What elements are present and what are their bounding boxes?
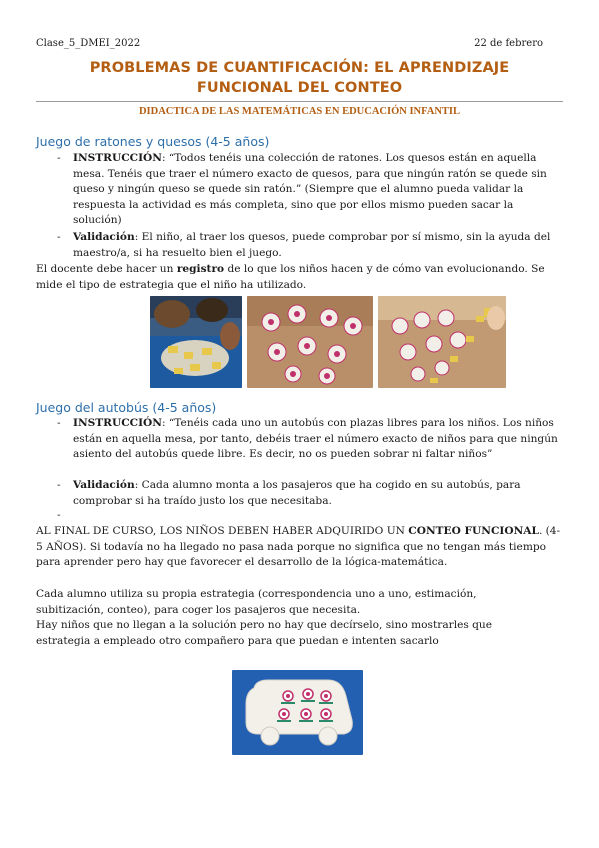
header-course-code: Clase_5_DMEI_2022 bbox=[36, 38, 141, 49]
instruction-autobus bbox=[73, 416, 558, 463]
page-title bbox=[36, 58, 563, 98]
validation-autobus bbox=[73, 478, 558, 509]
registro-paragraph bbox=[36, 262, 561, 293]
page-subtitle: DIDACTICA DE LAS MATEMÁTICAS EN EDUCACIÓN INFANTIL bbox=[138, 106, 461, 117]
validation-ratones bbox=[73, 230, 558, 261]
instruction-text: : “Todos tenéis una colección de ratones. Los quesos están en aquella mesa. Tenéis que traer el número exacto de quesos, para que ningún ratón se quede sin queso y ningún queso se quede sin ratón.” (Siempre que el alumno pueda validar la respuesta la actividad es más completa, sino que por ellos mismo pueden sacar la solución) bbox=[73, 152, 547, 227]
paragraph-text: AL FINAL DE CURSO, LOS NIÑOS DEBEN HABER ADQUIRIDO UN bbox=[36, 525, 409, 537]
bullet-marker: - bbox=[57, 231, 61, 243]
photo-mice-with-cheese bbox=[378, 296, 506, 388]
title-divider bbox=[36, 101, 563, 102]
validation-text: : Cada alumno monta a los pasajeros que ha cogido en su autobús, para comprobar si ha traído justo los que necesitaba. bbox=[73, 479, 521, 507]
header-date: 22 de febrero bbox=[474, 38, 543, 49]
section-heading-ratones: Juego de ratones y quesos (4-5 años) bbox=[36, 134, 270, 149]
paragraph-bold: CONTEO FUNCIONAL bbox=[408, 525, 539, 537]
title-line-1: PROBLEMAS DE CUANTIFICACIÓN: EL APRENDIZAJE bbox=[89, 60, 510, 76]
final-curso-paragraph bbox=[36, 524, 561, 571]
help-paragraph: Hay niños que no llegan a la solución pero no hay que decírselo, sino mostrarles que estrategia a empleado otro compañero para que puedan e intenten sacarlo bbox=[36, 619, 493, 647]
bullet-marker: - bbox=[57, 417, 61, 429]
bullet-marker: - bbox=[57, 509, 61, 521]
strategy-paragraph: Cada alumno utiliza su propia estrategia (correspondencia uno a uno, estimación, subitización, conteo), para coger los pasajeros que necesita. bbox=[36, 588, 477, 616]
section-heading-autobus: Juego del autobús (4-5 años) bbox=[36, 400, 217, 415]
validation-text: : El niño, al traer los quesos, puede comprobar por sí mismo, sin la ayuda del maestro/a, si ha resuelto bien el juego. bbox=[73, 231, 551, 259]
validation-label: Validación bbox=[73, 231, 135, 243]
paragraph-bold: registro bbox=[176, 263, 225, 275]
bullet-marker: - bbox=[57, 152, 61, 164]
photo-mice-on-table bbox=[247, 296, 373, 388]
bullet-marker: - bbox=[57, 479, 61, 491]
instruction-text: : “Tenéis cada uno un autobús con plazas libres para los niños. Los niños están en aquella mesa, por tanto, debéis traer el número exacto de niños para que ningún asiento del autobús quede libre. Es decir, no os pueden sobrar ni faltar niños” bbox=[73, 417, 558, 461]
photo-children-cheese bbox=[150, 296, 242, 388]
instruction-label: INSTRUCCIÓN bbox=[73, 152, 162, 164]
instruction-label: INSTRUCCIÓN bbox=[73, 417, 162, 429]
paragraph-text: . (4-5 AÑOS). Si todavía no ha llegado no pasa nada porque no significa que no tengan más tiempo para aprender pero hay que favorecer el desarrollo de la lógica-matemática. bbox=[36, 525, 561, 569]
title-line-2: FUNCIONAL DEL CONTEO bbox=[196, 80, 403, 96]
instruction-ratones bbox=[73, 151, 558, 229]
validation-label: Validación bbox=[73, 479, 135, 491]
paragraph-text: de lo que los niños hacen y de cómo van evolucionando. Se mide el tipo de estrategia que el niño ha utilizado. bbox=[36, 263, 545, 291]
photo-bus-game bbox=[232, 670, 363, 755]
paragraph-text: El docente debe hacer un bbox=[36, 263, 177, 275]
